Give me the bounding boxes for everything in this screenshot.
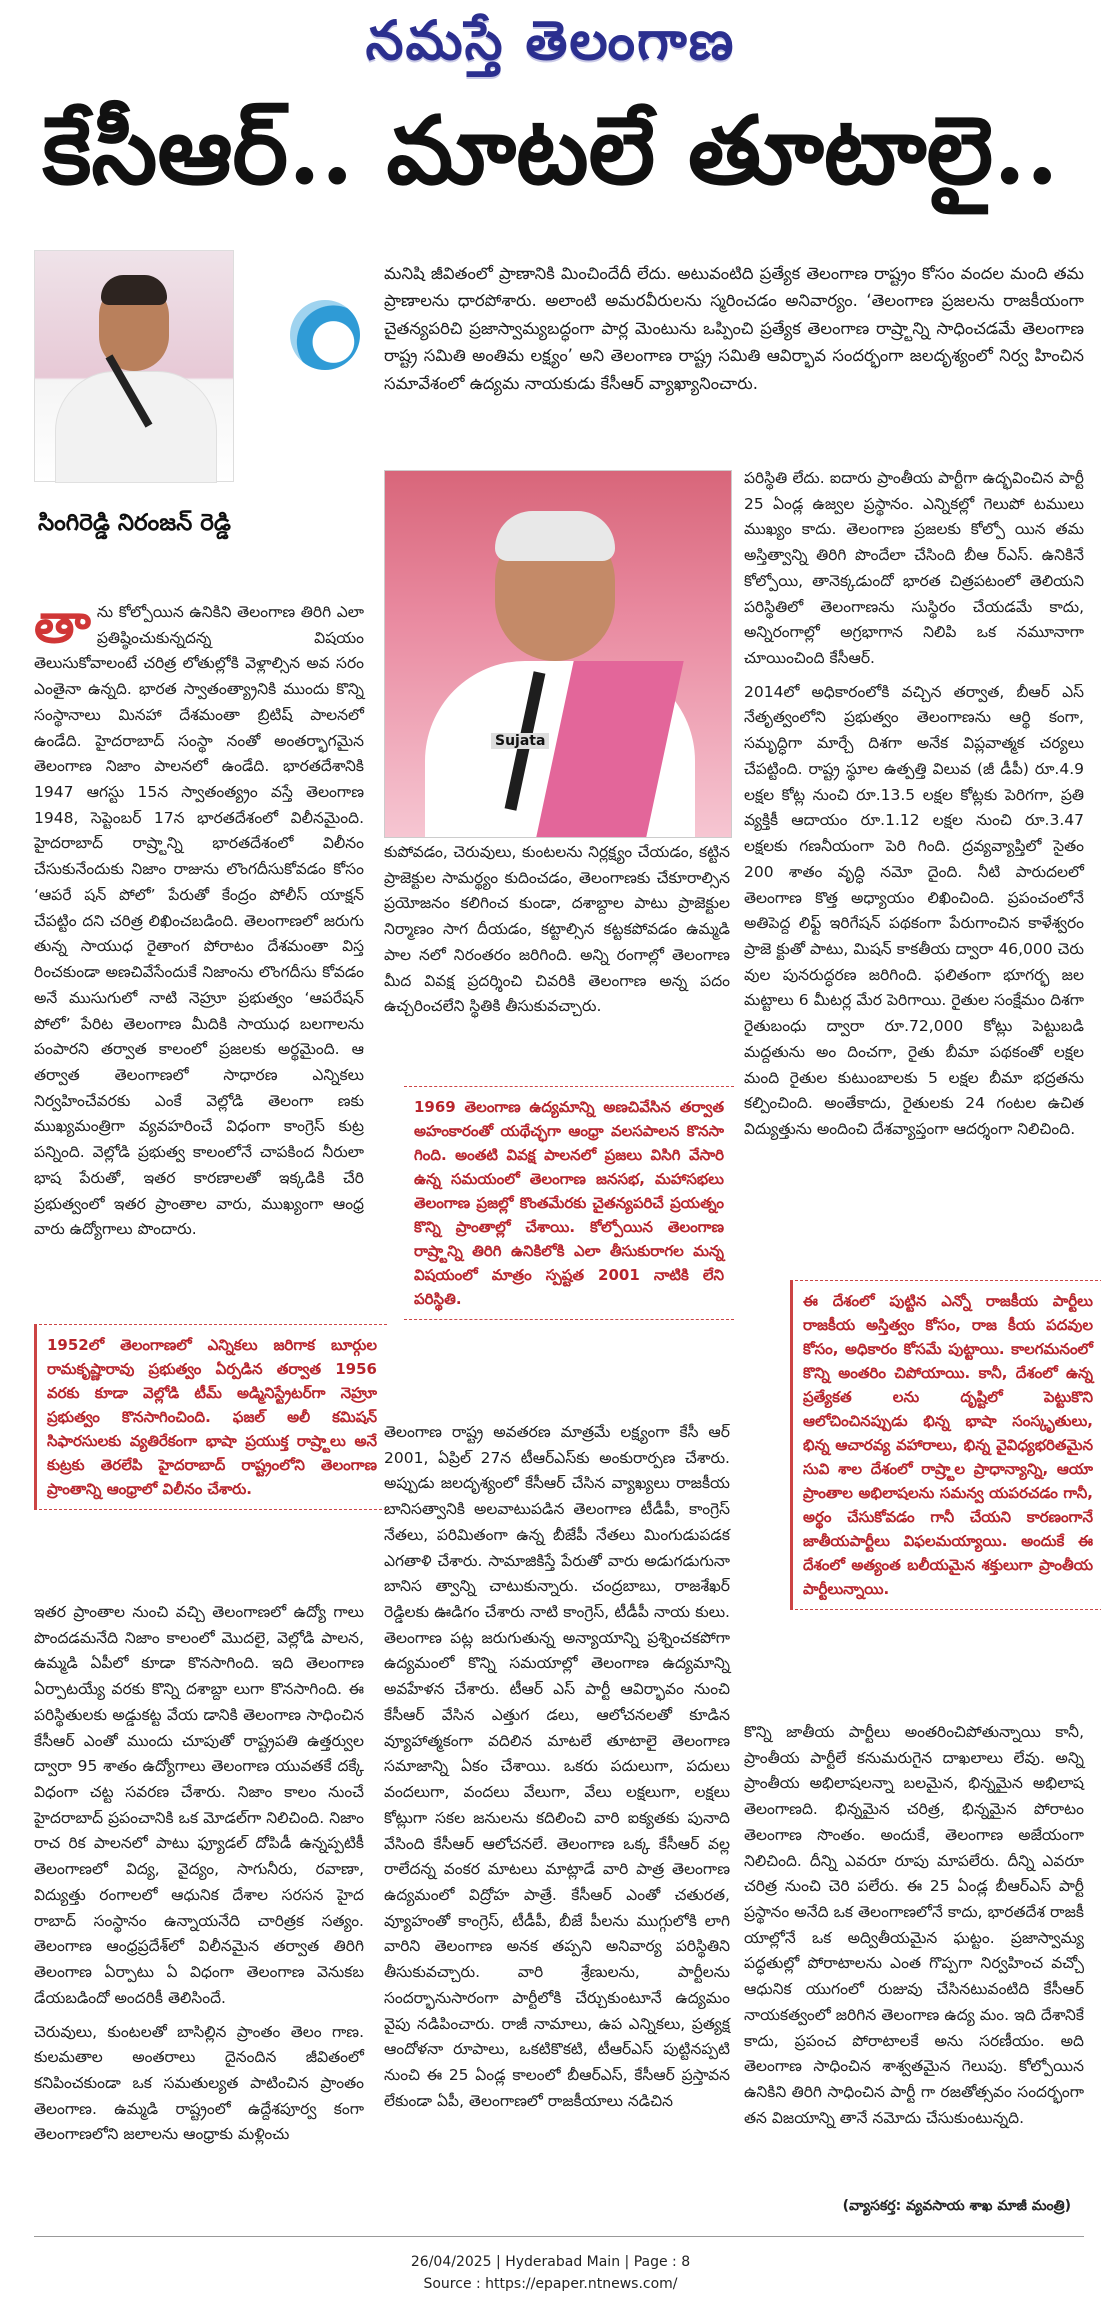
- col3-paragraph-1: పరిస్థితి లేదు. ఐదారు ప్రాంతీయ పార్టీగా ఉద్భవించిన పార్టీ 25 ఏండ్ల ఉజ్వల ప్రస్థానం. ఎన్నికల్లో గెలుపో టములు ముఖ్యం కాదు. తెలంగాణ ప్రజలకు కోల్పో యిన తమ అస్తిత్వాన్ని తిరిగి పొందేలా చేసింది బీఆ ర్‌ఎస్‌. ఉనికినే కోల్పోయి, తానెక్కడుందో భారత చిత్రపటంలో తెలియని పరిస్థితిలో తెలంగాణను సుస్థిరం చేయడమే కాదు, అన్నిరంగాల్లో అగ్రభాగాన నిలిపి ఒక నమూనాగా చూయించింది కేసీఆర్‌.: [744, 469, 1084, 668]
- col1-paragraph-3: చెరువులు, కుంటలతో బాసిల్లిన ప్రాంతం తెలం గాణ. కులమతాల అంతరాలు దైనందిన జీవితంలో కనిపించకుండా ఒక సమతుల్యత పాటించిన ప్రాంతం తెలంగాణ. ఉమ్మడి రాష్ట్రంలో ఉద్దేశపూర్వ కంగా తెలంగాణలోని జలాలను ఆంధ్రాకు మళ్లించు: [34, 2022, 364, 2144]
- column-1-continued: [34, 1600, 364, 2156]
- headline: కేసీఆర్‌.. మాటలే తూటాలై..: [42, 96, 1059, 206]
- column-2-continued: [384, 1420, 730, 2122]
- column-1: [34, 594, 364, 1251]
- column-3-continued: [744, 1720, 1084, 2140]
- col3-paragraph-3: కొన్ని జాతీయ పార్టీలు అంతరించిపోతున్నాయి కానీ, ప్రాంతీయ పార్టీలే కనుమరుగైన దాఖలాలు లేవు. అన్ని ప్రాంతీయ అభిలాషలన్నా బలమైన, భిన్నమైన అభిలాష తెలంగాణది. భిన్నమైన చరిత్ర, భిన్నమైన పోరాటం తెలంగాణ సొంతం. అందుకే, తెలంగాణ అజేయంగా నిలిచింది. దీన్ని ఎవరూ రూపు మాపలేరు. దీన్ని ఎవరూ చరిత్ర నుంచి చెరి పలేరు. ఈ 25 ఏండ్ల బీఆర్‌ఎస్‌ పార్టీ ప్రస్థానం అనేది ఒక తెలంగాణలోనే కాదు, భారతదేశ రాజకీ యాల్లోనే ఒక అద్వితీయమైన ఘట్టం. ప్రజాస్వామ్య పద్ధతుల్లో పోరాటాలను ఎంత గొప్పగా నిర్వహించ వచ్చో ఆధునిక యుగంలో రుజువు చేసినటువంటిది కేసీఆర్‌ నాయకత్వంలో జరిగిన తెలంగాణ ఉద్య మం. ఇది దేశానికే కాదు, ప్రపంచ పోరాటాలకే అను సరణీయం. అది తెలంగాణ సాధించిన శాశ్వతమైన గెలుపు. కోల్పోయిన ఉనికిని తిరిగి సాధించిన పార్టీ గా రజతోత్సవం సందర్భంగా తన విజయాన్ని తానే నమోదు చేసుకుంటున్నది.: [744, 1723, 1084, 2127]
- footer-edition-info: 26/04/2025 | Hyderabad Main | Page : 8: [410, 2254, 691, 2270]
- column-2: [384, 840, 730, 1028]
- pull-quote-1: 1952లో తెలంగాణలో ఎన్నికలు జరిగాక బూర్గుల రామకృష్ణారావు ప్రభుత్వం ఏర్పడిన తర్వాత 1956 వరకు కూడా వెల్లోడి టీమ్‌ అడ్మినిస్ట్రేటర్‌గా నెహ్రూ ప్రభుత్వం కొనసాగించింది. ఫజల్‌ అలీ కమిషన్‌ సిఫారసులకు వ్యతిరేకంగా భాషా ప్రయుక్త రాష్ర్టాలు అనే కుట్రకు తెరలేపి హైదరాబాద్‌ రాష్ట్రంలోని తెలంగాణ ప్రాంతాన్ని ఆంధ్రాలో విలీనం చేశారు.: [34, 1324, 387, 1510]
- crescent-logo-icon: [290, 300, 360, 370]
- col2-paragraph-2: తెలంగాణ రాష్ట్ర అవతరణ మాత్రమే లక్ష్యంగా కేసీ ఆర్‌ 2001, ఏప్రిల్‌ 27న టీఆర్‌ఎస్‌కు అంకురార్పణ చేశారు. అప్పుడు జలదృశ్యంలో కేసీఆర్‌ చేసిన వ్యాఖ్యలు రాజకీయ బానిసత్వానికి అలవాటుపడిన తెలంగాణ టీడీపీ, కాంగ్రెస్‌ నేతలు, పరిమితంగా ఉన్న బీజేపీ నేతలు మింగుడుపడక ఎగతాళి చేశారు. సామాజికిస్తే పేరుతో వారు అడుగడుగునా బానిస త్వాన్ని చాటుకున్నారు. చంద్రబాబు, రాజశేఖర్‌ రెడ్డిలకు ఊడిగం చేశారు నాటి కాంగ్రెస్‌, టీడీపీ నాయ కులు. తెలంగాణ పట్ల జరుగుతున్న అన్యాయాన్ని ప్రశ్నించకపోగా ఉద్యమంలో కొన్ని సమయాల్లో తెలంగాణ ఉద్యమాన్ని అవహేళన చేశారు. టీఆర్‌ ఎస్‌ పార్టీ ఆవిర్భావం నుంచి కేసీఆర్‌ వేసిన ఎత్తుగ డలు, ఆలోచనలతో కూడిన వ్యూహాత్మకంగా వదిలిన మాటలే తూటాలై తెలంగాణ సమాజాన్ని ఏకం చేశాయి. ఒకరు పదులుగా, పదులు వందలుగా, వందలు వేలుగా, వేలు లక్షలుగా, లక్షలు కోట్లుగా సకల జనులను కదిలించి వారి ఐక్యతకు పునాది వేసింది కేసీఆర్‌ ఆలోచనలే. తెలంగాణ ఒక్క కేసీఆర్‌ వల్ల రాలేదన్న వంకర మాటలు మాట్లాడే వారి పాత్ర తెలంగాణ ఉద్యమంలో విద్రోహ పాత్రే. కేసీఆర్‌ ఎంతో చతురత, వ్యూహంతో కాంగ్రెస్‌, టీడీపీ, బీజే పీలను ముగ్గులోకి లాగి వారిని తెలంగాణ అనక తప్పని అనివార్య పరిస్థితిని తీసుకువచ్చారు. వారి శ్రేణులను, పార్టీలను సందర్భానుసారంగా పార్టీలోకి చేర్చుకుంటూనే ఉద్యమం వైపు నడిపించారు. రాజీ నామాలు, ఉప ఎన్నికలు, ప్రత్యక్ష ఆందోళనా రూపాలు, ఒకటికొకటి, టీఆర్‌ఎస్‌ పుట్టినప్పటి నుంచి ఈ 25 ఏండ్ల కాలంలో బీఆర్‌ఎస్‌, కేసీఆర్‌ ప్రస్తావన లేకుండా ఏపీ, తెలంగాణలో రాజకీయాలు నడిచిన: [384, 1423, 730, 2110]
- col2-paragraph-1: కుపోవడం, చెరువులు, కుంటలను నిర్లక్ష్యం చేయడం, కట్టిన ప్రాజెక్టుల సామర్థ్యం కుదించడం, తెలంగాణకు చేకూరాల్సిన ప్రయోజనం కలిగించ కుండా, దశాబ్దాల పాటు ప్రాజెక్టుల నిర్మాణం సాగ దీయడం, కట్టాల్సిన కట్టకపోవడం ఉమ్మడి పాల నలో నిరంతరం జరిగింది. అన్ని రంగాల్లో తెలంగాణ మీద వివక్ష ప్రదర్శించి చివరికి తెలంగాణ అన్న పదం ఉచ్చరించలేని స్థితికి తీసుకువచ్చారు.: [384, 843, 730, 1016]
- pull-quote-3: ఈ దేశంలో పుట్టిన ఎన్నో రాజకీయ పార్టీలు రాజకీయ అస్తిత్వం కోసం, రాజ కీయ పదవుల కోసం, అధికారం కోసమే పుట్టాయి. కాలగమనంలో కొన్ని అంతరిం చిపోయాయి. కానీ, దేశంలో ఉన్న ప్రత్యేకత లను దృష్టిలో పెట్టుకొని ఆలోచించినప్పుడు భిన్న భాషా సంస్కృతులు, భిన్న ఆచారవ్య వహారాలు, భిన్న వైవిధ్యభరితమైన సువి శాల దేశంలో రాష్ర్టాల ప్రాధాన్యాన్ని, ఆయా ప్రాంతాల అభిలాషలను సమన్వ యపరచడం గానీ, అర్థం చేసుకోవడం గానీ చేయని కారణంగానే జాతీయపార్టీలు విఫలమయ్యాయి. అందుకే ఈ దేశంలో అత్యంత బలీయమైన శక్తులుగా ప్రాంతీయ పార్టీలున్నాయి.: [790, 1280, 1101, 1610]
- main-photo: [384, 470, 732, 838]
- microphone-label: Sujata: [491, 733, 549, 749]
- col1-paragraph-2: ఇతర ప్రాంతాల నుంచి వచ్చి తెలంగాణలో ఉద్యో గాలు పొందడమనేది నిజాం కాలంలో మొదలై, వెల్లోడి పాలన, ఉమ్మడి ఏపీలో కూడా కొనసాగింది. ఇది తెలంగాణ ఏర్పాటయ్యే వరకు కొన్ని దశాబ్దా లుగా కొనసాగింది. ఈ పరిస్థితులకు అడ్డుకట్ట వేయ డానికి తెలంగాణ సాధించిన కేసీఆర్‌ ఎంతో ముందు చూపుతో రాష్ట్రపతి ఉత్తర్వుల ద్వారా 95 శాతం ఉద్యోగాలు తెలంగాణ యువతకే దక్కే విధంగా చట్ట సవరణ చేశారు. నిజాం కాలం నుంచే హైదరాబాద్‌ ప్రపంచానికి ఒక మోడల్‌గా నిలిచింది. నిజాం రాచ రిక పాలనలో పాటు ఫ్యూడల్‌ దోపిడీ ఉన్నప్పటికీ తెలంగాణలో విద్య, వైద్యం, సాగునీరు, రవాణా, విద్యుత్తు రంగాలలో ఆధునిక దేశాల సరసన హైద రాబాద్‌ సంస్థానం ఉన్నాయనేది చారిత్రక సత్యం. తెలంగాణ ఆంధ్రప్రదేశ్‌లో విలీనమైన తర్వాత తిరిగి తెలంగాణ ఏర్పాటు ఏ విధంగా తెలంగాణ వెనుకబ డేయబడిందో అందరికీ తెలిసిందే.: [34, 1603, 364, 2007]
- masthead-title: నమస్తే తెలంగాణ: [365, 8, 736, 72]
- author-name: సింగిరెడ్డి నిరంజన్‌ రెడ్డి: [38, 510, 231, 536]
- col1-paragraph-1: ను కోల్పోయిన ఉనికిని తెలంగాణ తిరిగి ఎలా ప్రతిష్ఠించుకున్నదన్న విషయం తెలుసుకోవాలంటే చరిత్ర లోతుల్లోకి వెళ్లాల్సిన అవ సరం ఎంతైనా ఉన్నది. భారత స్వాతంత్య్రానికి ముందు కొన్ని సంస్థానాలు మినహా దేశమంతా బ్రిటిష్‌ పాలనలో ఉండేది. హైదరాబాద్‌ సంస్థా నంతో అంతర్భాగమైన తెలంగాణ నిజాం పాలనలో ఉండేది. భారతదేశానికి 1947 ఆగస్టు 15న స్వాతంత్య్రం వస్తే తెలంగాణ 1948, సెప్టెంబర్‌ 17న భారతదేశంలో విలీనమైంది. హైదరాబాద్‌ రాష్ర్టాన్ని భారతదేశంలో విలీనం చేసుకునేందుకు నిజాం రాజును లొంగదీసుకోవడం కోసం ‘ఆపరే షన్‌ పోలో’ పేరుతో కేంద్రం పోలీస్‌ యాక్షన్‌ చేపట్టిం దని చరిత్ర లిఖించబడింది. తెలంగాణలో జరుగు తున్న సాయుధ రైతాంగ పోరాటం దేశమంతా విస్త రించకుండా అణచివేసేందుకే నిజాంను లొంగదీసు కోవడం అనే ముసుగులో నాటి నెహ్రూ ప్రభుత్వం ‘ఆపరేషన్‌ పోలో’ పేరిట తెలంగాణ మీదికి సాయుధ బలగాలను పంపారని తర్వాత కాలంలో ప్రజలకు అర్థమైంది. ఆ తర్వాత తెలంగాణలో సాధారణ ఎన్నికలు నిర్వహించేవరకు ఎంకే వెల్లోడి తెలంగా ణకు ముఖ్యమంత్రిగా వ్యవహరించే విధంగా కాంగ్రెస్‌ కుట్ర పన్నింది. వెల్లోడి ప్రభుత్వ కాలంలోనే చాపకింద నీరులా భాష పేరుతో, ఇతర కారణాలతో ఇక్కడికి చేరి ప్రభుత్వంలో ఇతర ప్రాంతాల వారు, ముఖ్యంగా ఆంధ్ర వారు ఉద్యోగాలు పొందారు.: [34, 603, 364, 1239]
- footer-source-link[interactable]: Source : https://epaper.ntnews.com/: [423, 2276, 678, 2292]
- author-signature-note: (వ్యాసకర్త: వ్యవసాయ శాఖ మాజీ మంత్రి): [842, 2198, 1071, 2214]
- author-photo: [34, 250, 234, 482]
- speaker-hair: [495, 511, 615, 561]
- intro-paragraph: మనిషి జీవితంలో ప్రాణానికి మించిందేదీ లేదు. అటువంటిది ప్రత్యేక తెలంగాణ రాష్ట్రం కోసం వందల మంది తమ ప్రాణాలను ధారపోశారు. అలాంటి అమరవీరులను స్మరించడం అనివార్యం. ‘తెలంగాణ ప్రజలను రాజకీయంగా చైతన్యపరిచి ప్రజాస్వామ్యబద్ధంగా పార్ల మెంటును ఒప్పించి ప్రత్యేక తెలంగాణ రాష్ర్టాన్ని సాధించడమే తెలంగాణ రాష్ట్ర సమితి అంతిమ లక్ష్యం’ అని తెలంగాణ రాష్ట్ర సమితి ఆవిర్భావ సందర్భంగా జలదృశ్యంలో నిర్వ హించిన సమావేశంలో ఉద్యమ నాయకుడు కేసీఆర్‌ వ్యాఖ్యానించారు.: [384, 264, 1084, 393]
- column-3: [744, 466, 1084, 1151]
- dropcap: తా: [34, 594, 91, 655]
- pull-quote-2: 1969 తెలంగాణ ఉద్యమాన్ని అణచివేసిన తర్వాత అహంకారంతో యథేచ్ఛగా ఆంధ్రా వలసపాలన కొనసా గింది. అంతటి వివక్ష పాలనలో ప్రజలు విసిగి వేసారి ఉన్న సమయంలో తెలంగాణ జనసభ, మహాసభలు తెలంగాణ ప్రజల్లో కొంతమేరకు చైతన్యపరిచే ప్రయత్నం కొన్ని ప్రాంతాల్లో చేశాయి. కోల్పోయిన తెలంగాణ రాష్ర్టాన్ని తిరిగి ఉనికిలోకి ఎలా తీసుకురాగల మన్న విషయంలో మాత్రం స్పష్టత 2001 నాటికి లేని పరిస్థితి.: [404, 1086, 734, 1320]
- author-shirt: [55, 371, 217, 483]
- footer-divider: [34, 2236, 1084, 2237]
- col3-paragraph-2: 2014లో అధికారంలోకి వచ్చిన తర్వాత, బీఆర్‌ ఎస్‌ నేతృత్వంలోని ప్రభుత్వం తెలంగాణను ఆర్థి కంగా, సమృద్ధిగా మార్చే దిశగా అనేక విప్లవాత్మక చర్యలు చేపట్టింది. రాష్ట్ర స్థూల ఉత్పత్తి విలువ (జీ డీపీ) రూ.4.9 లక్షల కోట్ల నుంచి రూ.13.5 లక్షల కోట్లకు పెరిగగా, ప్రతి వ్యక్తికీ ఆదాయం రూ.1.12 లక్షల నుంచి రూ.3.47 లక్షలకు గణనీయంగా పెరి గింది. ద్రవ్యవ్యాప్తిలో సైతం 200 శాతం వృద్ధి నమో దైంది. నీటి పారుదలలో తెలంగాణ కొత్త అధ్యాయం లిఖించింది. ప్రపంచంలోనే అతిపెద్ద లిఫ్ట్‌ ఇరిగేషన్‌ పథకంగా పేరుగాంచిన కాళేశ్వరం ప్రాజె క్టుతో పాటు, మిషన్‌ కాకతీయ ద్వారా 46,000 చెరు వుల పునరుద్ధరణ జరిగింది. ఫలితంగా భూగర్భ జల మట్టాలు 6 మీటర్ల మేర పెరిగాయి. రైతుల సంక్షేమం దిశగా రైతుబంధు ద్వారా రూ.72,000 కోట్లు పెట్టుబడి మద్దతును అం దించగా, రైతు బీమా పథకంతో లక్షల మంది రైతుల కుటుంబాలకు 5 లక్షల బీమా భద్రతను కల్పించింది. అంతేకాదు, రైతులకు 24 గంటల ఉచిత విద్యుత్తును అందించి దేశవ్యాప్తంగా ఆదర్శంగా నిలిచింది.: [744, 682, 1084, 1138]
- author-hair: [101, 275, 167, 305]
